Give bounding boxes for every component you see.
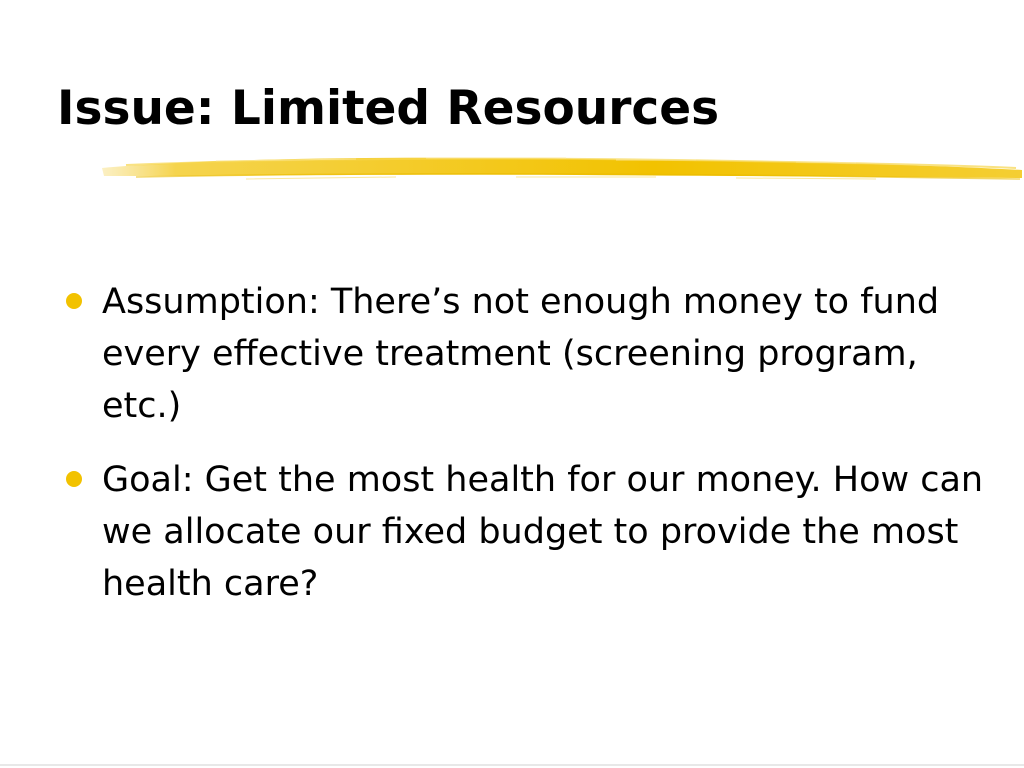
slide-bottom-divider bbox=[0, 764, 1024, 766]
bullet-dot-icon bbox=[66, 293, 82, 309]
bullet-text: Assumption: There’s not enough money to fund every effective treatment (screening program, etc.) bbox=[102, 282, 940, 426]
title-underline-brush bbox=[96, 146, 1024, 190]
bullet-text: Goal: Get the most health for our money. How can we allocate our fixed budget to provide the most health care? bbox=[102, 460, 984, 604]
bullet-item bbox=[62, 454, 992, 610]
bullet-dot-icon bbox=[66, 471, 82, 487]
bullet-item bbox=[62, 276, 992, 432]
slide-title: Issue: Limited Resources bbox=[57, 81, 720, 136]
bullet-list bbox=[62, 276, 992, 632]
